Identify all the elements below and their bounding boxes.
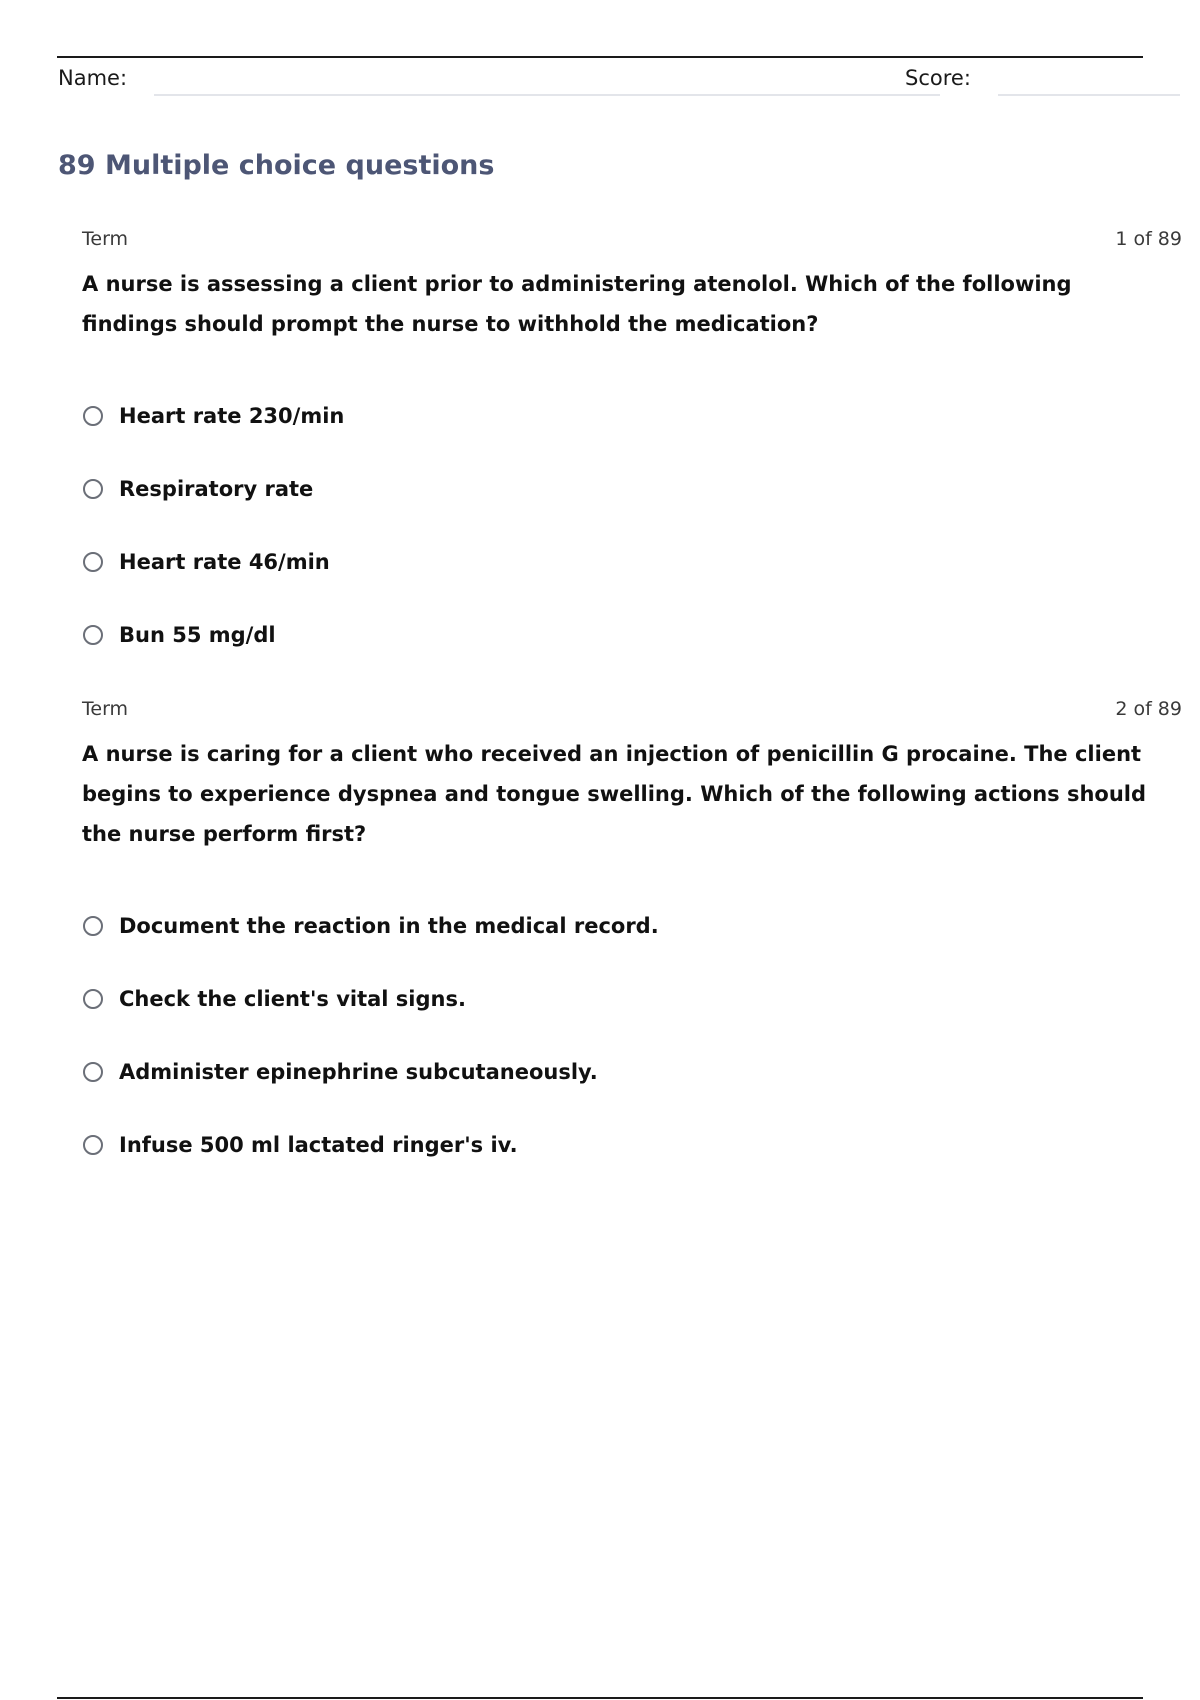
- question-1: [82, 228, 1182, 694]
- term-label: Term: [82, 228, 129, 250]
- answer-option-label: Bun 55 mg/dl: [119, 623, 276, 647]
- answer-options: [82, 912, 1182, 1204]
- radio-circle-icon[interactable]: [83, 479, 103, 499]
- top-rule: [57, 56, 1143, 58]
- radio-circle-icon[interactable]: [83, 552, 103, 572]
- header-fields: [58, 64, 1182, 98]
- name-field[interactable]: [154, 94, 940, 96]
- name-label: Name:: [58, 66, 128, 90]
- answer-option-label: Administer epinephrine subcutaneously.: [119, 1060, 598, 1084]
- bottom-rule: [57, 1697, 1143, 1699]
- answer-option-label: Heart rate 230/min: [119, 404, 345, 428]
- radio-circle-icon[interactable]: [83, 989, 103, 1009]
- answer-option[interactable]: [82, 402, 1182, 475]
- answer-option[interactable]: [82, 621, 1182, 694]
- answer-option[interactable]: [82, 1131, 1182, 1204]
- radio-circle-icon[interactable]: [83, 1062, 103, 1082]
- radio-circle-icon[interactable]: [83, 625, 103, 645]
- answer-option-label: Infuse 500 ml lactated ringer's iv.: [119, 1133, 518, 1157]
- answer-option-label: Heart rate 46/min: [119, 550, 330, 574]
- question-2: [82, 698, 1182, 1204]
- radio-circle-icon[interactable]: [83, 1135, 103, 1155]
- answer-option[interactable]: [82, 548, 1182, 621]
- page-title: 89 Multiple choice questions: [58, 150, 495, 181]
- question-meta: [82, 698, 1182, 724]
- answer-option[interactable]: [82, 475, 1182, 548]
- answer-options: [82, 402, 1182, 694]
- score-field[interactable]: [998, 94, 1180, 96]
- answer-option[interactable]: [82, 912, 1182, 985]
- term-label: Term: [82, 698, 129, 720]
- score-label: Score:: [905, 66, 971, 90]
- answer-option[interactable]: [82, 985, 1182, 1058]
- answer-option-label: Document the reaction in the medical record.: [119, 914, 659, 938]
- question-counter: 2 of 89: [1115, 698, 1182, 720]
- radio-circle-icon[interactable]: [83, 916, 103, 936]
- answer-option[interactable]: [82, 1058, 1182, 1131]
- question-meta: [82, 228, 1182, 254]
- radio-circle-icon[interactable]: [83, 406, 103, 426]
- answer-option-label: Respiratory rate: [119, 477, 314, 501]
- question-text: A nurse is assessing a client prior to administering atenolol. Which of the following findings should prompt the nurse to withhold the medication?: [82, 272, 1072, 336]
- question-counter: 1 of 89: [1115, 228, 1182, 250]
- answer-option-label: Check the client's vital signs.: [119, 987, 466, 1011]
- question-text: A nurse is caring for a client who received an injection of penicillin G procaine. The client begins to experience dyspnea and tongue swelling. Which of the following actions should the nurse perform first?: [82, 742, 1147, 846]
